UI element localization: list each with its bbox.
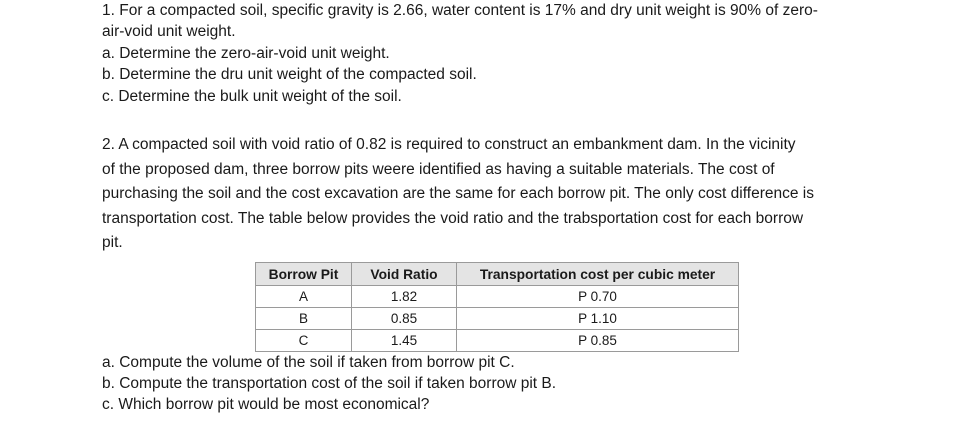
cell-transportation-cost: P 0.70 bbox=[457, 286, 739, 308]
cell-transportation-cost: P 0.85 bbox=[457, 330, 739, 352]
question-1-part-c: c. Determine the bulk unit weight of the soil. bbox=[102, 87, 402, 105]
question-2-line-2: of the proposed dam, three borrow pits weere identified as having a suitable materials. The cost of bbox=[102, 160, 775, 178]
table-row bbox=[256, 308, 739, 330]
question-1-part-b: b. Determine the dru unit weight of the compacted soil. bbox=[102, 66, 477, 84]
question-2-line-5: pit. bbox=[102, 234, 123, 252]
cell-borrow-pit: C bbox=[256, 330, 352, 352]
column-header-void-ratio: Void Ratio bbox=[352, 263, 457, 286]
question-2-part-a: a. Compute the volume of the soil if taken from borrow pit C. bbox=[102, 354, 515, 371]
question-1-stem-line-2: air-void unit weight. bbox=[102, 23, 236, 41]
question-2-parts bbox=[102, 352, 902, 415]
cell-void-ratio: 0.85 bbox=[352, 308, 457, 330]
question-2-line-4: transportation cost. The table below provides the void ratio and the trabsportation cost for each borrow bbox=[102, 209, 804, 227]
question-2-part-b: b. Compute the transportation cost of the soil if taken borrow pit B. bbox=[102, 375, 557, 392]
cell-borrow-pit: A bbox=[256, 286, 352, 308]
cell-borrow-pit: B bbox=[256, 308, 352, 330]
table-header-row bbox=[256, 263, 739, 286]
question-2 bbox=[102, 133, 902, 256]
cell-void-ratio: 1.45 bbox=[352, 330, 457, 352]
question-2-part-c: c. Which borrow pit would be most economical? bbox=[102, 396, 430, 413]
column-header-borrow-pit: Borrow Pit bbox=[256, 263, 352, 286]
column-header-transportation-cost: Transportation cost per cubic meter bbox=[457, 263, 739, 286]
table-row bbox=[256, 286, 739, 308]
question-1-stem-line-1: 1. For a compacted soil, specific gravity is 2.66, water content is 17% and dry unit weight is 90% of zero- bbox=[102, 2, 818, 19]
question-2-line-3: purchasing the soil and the cost excavation are the same for each borrow pit. The only cost difference is bbox=[102, 185, 814, 203]
cell-transportation-cost: P 1.10 bbox=[457, 308, 739, 330]
cell-void-ratio: 1.82 bbox=[352, 286, 457, 308]
question-1-part-a: a. Determine the zero-air-void unit weight. bbox=[102, 44, 390, 62]
borrow-pit-table bbox=[255, 262, 739, 352]
question-1 bbox=[102, 0, 902, 107]
question-2-line-1: 2. A compacted soil with void ratio of 0.82 is required to construct an embankment dam. In the vicinity bbox=[102, 136, 796, 153]
table-row bbox=[256, 330, 739, 352]
